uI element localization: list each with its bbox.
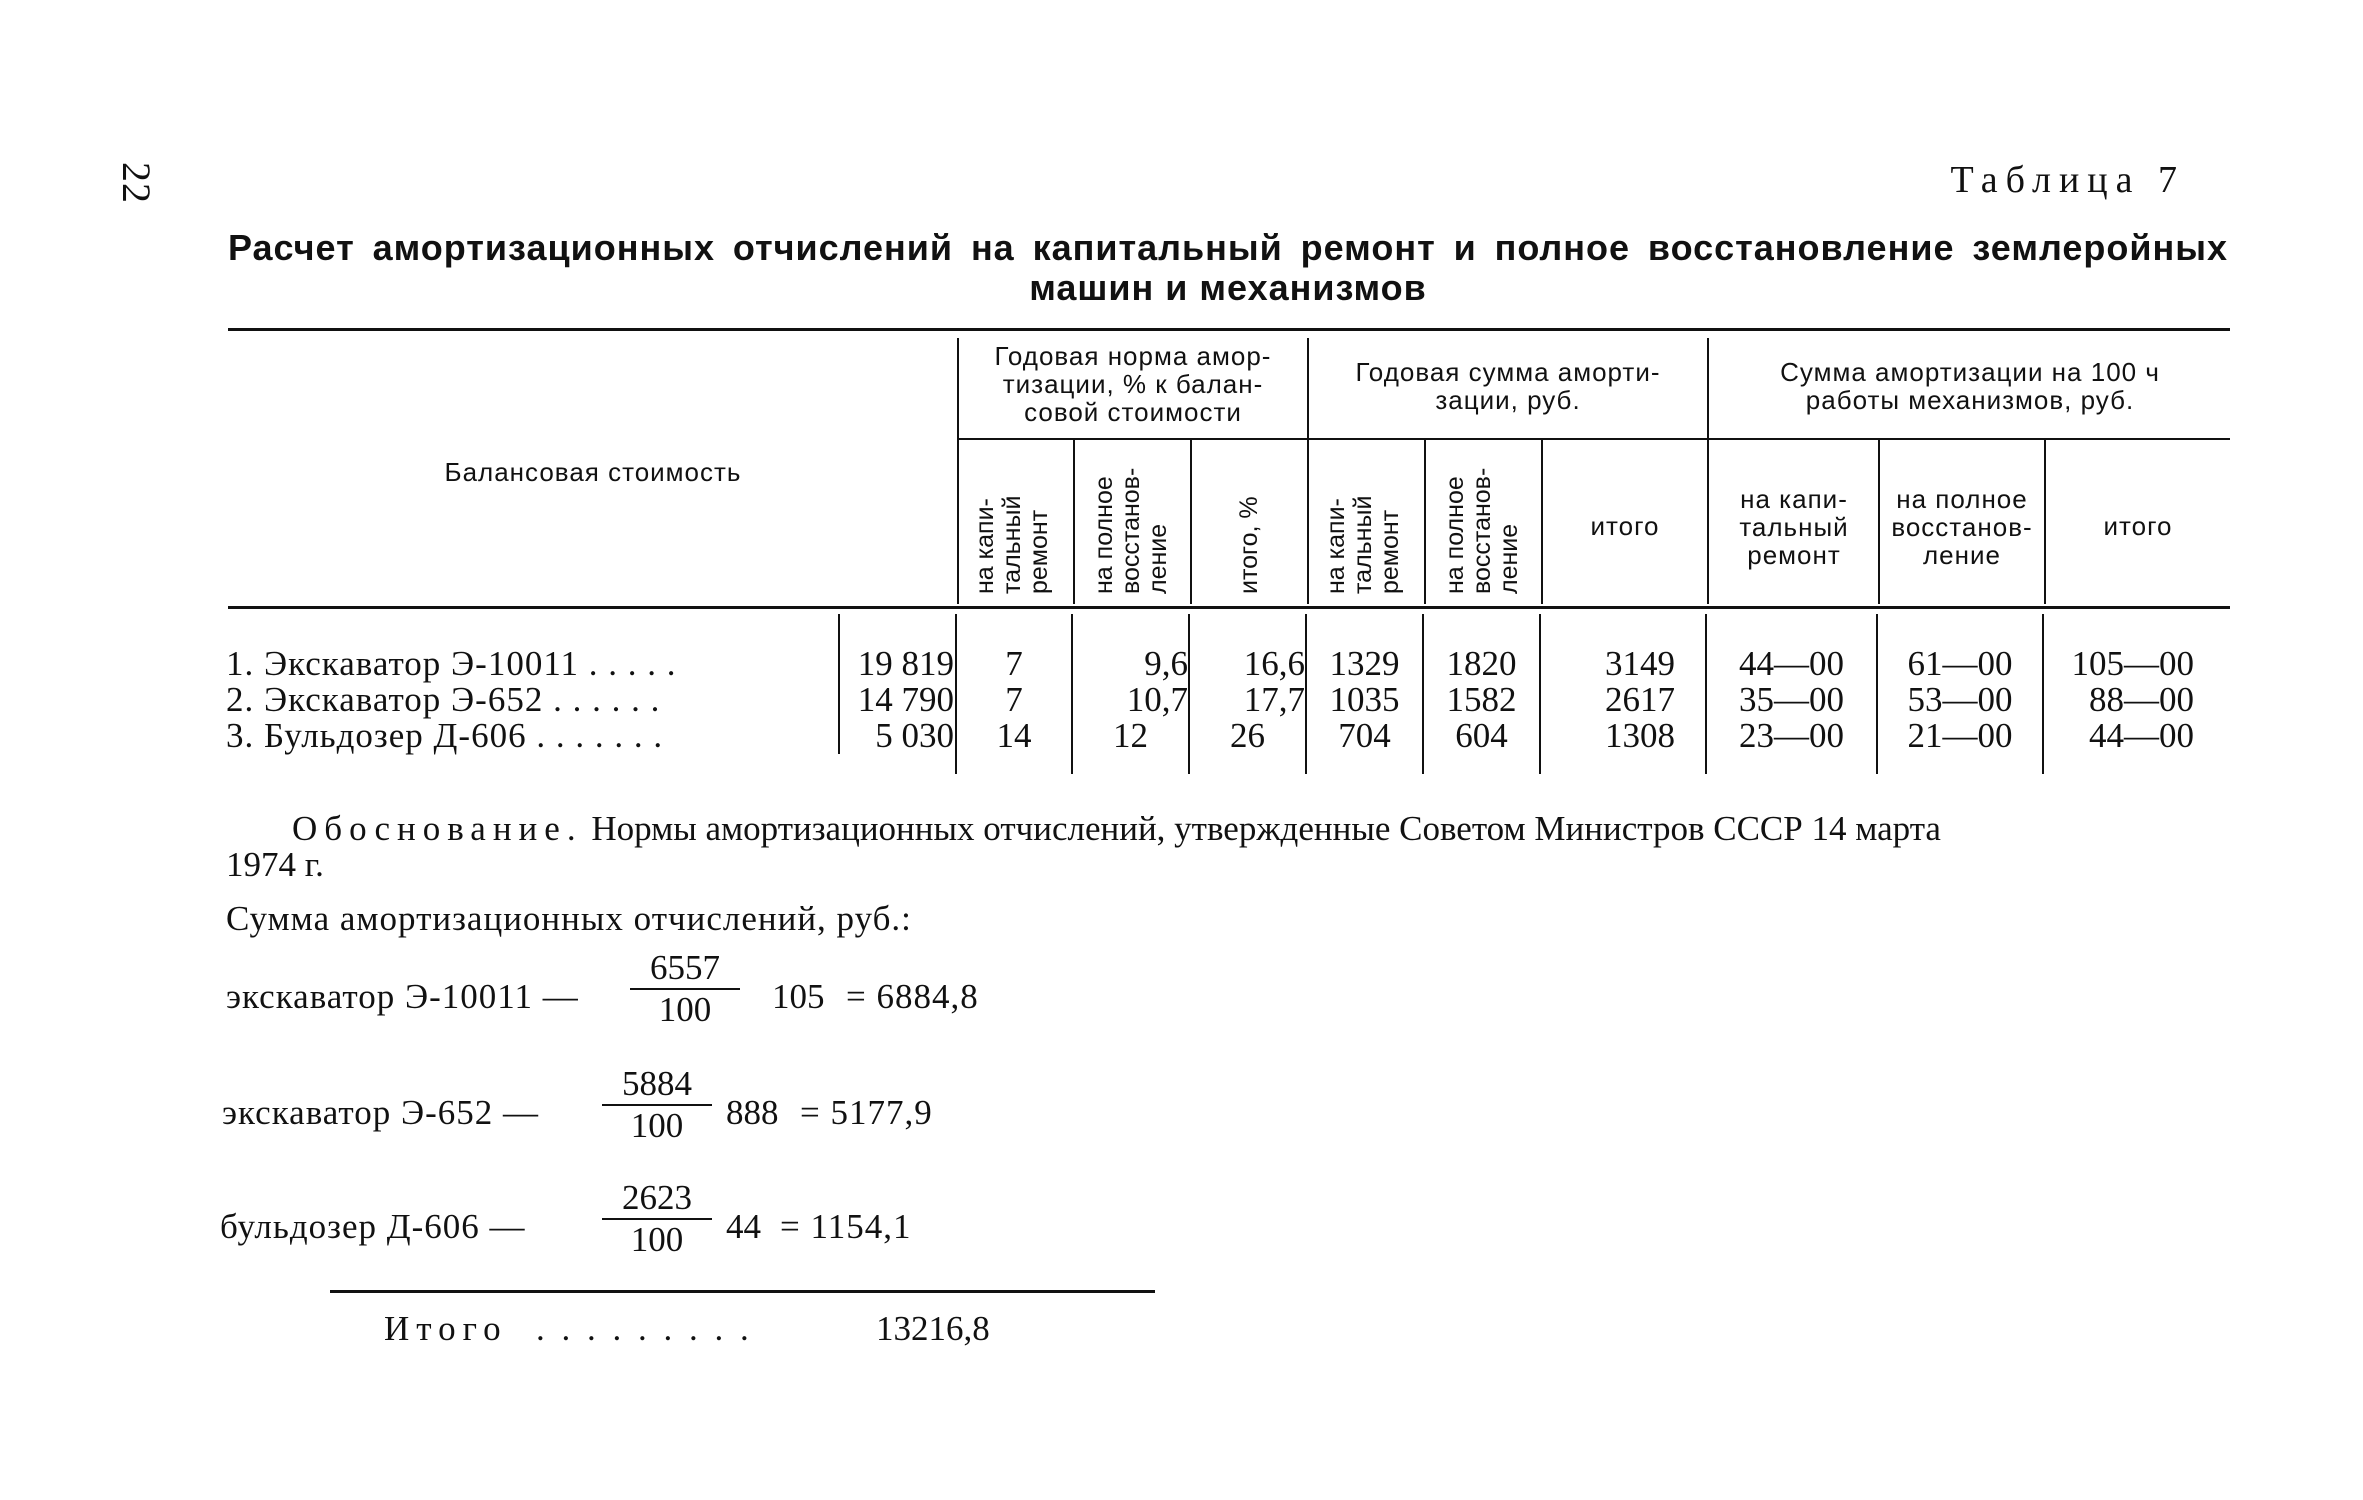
row-100h-full: 61—00 bbox=[1907, 644, 2013, 683]
row-name: 2. Экскаватор Э-652 . . . . . . bbox=[226, 680, 661, 719]
row-sum-full: 1582 bbox=[1446, 680, 1517, 719]
total-value: 13216,8 bbox=[876, 1309, 990, 1348]
table-label: Таблица 7 bbox=[1950, 159, 2185, 201]
calc-factor: 888 bbox=[726, 1093, 779, 1132]
calc-result: = 6884,8 bbox=[846, 977, 979, 1016]
calc-factor: 44 bbox=[726, 1207, 761, 1246]
header-group-sum: Годовая сумма аморти- зации, руб. bbox=[1355, 357, 1661, 415]
calc-numerator: 2623 bbox=[602, 1178, 712, 1220]
calc-fraction bbox=[602, 1178, 712, 1260]
hdr-sep-3 bbox=[1190, 440, 1192, 604]
total-dots: . . . . . . . . . bbox=[536, 1309, 753, 1348]
calc-result: = 1154,1 bbox=[780, 1207, 912, 1246]
page-number: 22 bbox=[114, 162, 159, 204]
title-line-1: Расчет амортизационных отчислений на капитальный ремонт и полное восстановление землеройных bbox=[228, 227, 2228, 268]
row-100h-cap: 35—00 bbox=[1739, 680, 1844, 719]
row-balance: 19 819 bbox=[857, 644, 954, 683]
row-sum-cap: 704 bbox=[1338, 716, 1391, 755]
hdr-sep-2 bbox=[1073, 440, 1075, 604]
row-100h-total: 88—00 bbox=[2089, 680, 2194, 719]
basis-text: Нормы амортизационных отчислений, утвержденные Советом Министров СССР 14 марта bbox=[591, 809, 1941, 848]
row-norm-cap: 7 bbox=[1005, 680, 1023, 719]
calc-denominator: 100 bbox=[630, 1106, 684, 1145]
body-sep-0 bbox=[838, 614, 840, 754]
row-norm-cap: 7 bbox=[1005, 644, 1023, 683]
total-label: Итого bbox=[384, 1309, 508, 1348]
calc-fraction bbox=[630, 948, 740, 1030]
calc-fraction bbox=[602, 1064, 712, 1146]
row-balance: 5 030 bbox=[875, 716, 954, 755]
row-sum-cap: 1035 bbox=[1329, 680, 1400, 719]
calc-denominator: 100 bbox=[630, 1220, 684, 1259]
row-name: 3. Бульдозер Д-606 . . . . . . . bbox=[226, 716, 664, 755]
hdr-sep-7 bbox=[1707, 338, 1709, 604]
row-sum-full: 604 bbox=[1455, 716, 1508, 755]
header-norm-cap: на капи- тальный ремонт bbox=[971, 495, 1053, 594]
row-norm-total: 16,6 bbox=[1243, 644, 1305, 683]
header-norm-full: на полное восстанов- ление bbox=[1090, 467, 1172, 594]
row-sum-cap: 1329 bbox=[1329, 644, 1400, 683]
calc-label: экскаватор Э-10011 — bbox=[226, 977, 579, 1016]
header-100h-total: итого bbox=[2103, 511, 2173, 541]
calc-label: бульдозер Д-606 — bbox=[220, 1207, 526, 1246]
total-rule bbox=[330, 1290, 1155, 1293]
header-group-norm: Годовая норма амор- тизации, % к балан- совой стоимости bbox=[994, 341, 1272, 427]
row-norm-full: 9,6 bbox=[1144, 644, 1188, 683]
row-100h-total: 44—00 bbox=[2089, 716, 2194, 755]
row-balance: 14 790 bbox=[857, 680, 954, 719]
header-100h-full: на полное восстанов- ление bbox=[1891, 484, 2033, 570]
hdr-sep-4 bbox=[1307, 338, 1309, 604]
hdr-sep-6 bbox=[1541, 440, 1543, 604]
row-norm-cap: 14 bbox=[996, 716, 1032, 755]
calc-denominator: 100 bbox=[658, 990, 712, 1029]
row-100h-cap: 23—00 bbox=[1739, 716, 1844, 755]
row-norm-full: 12 bbox=[1113, 716, 1148, 755]
header-sum-cap: на капи- тальный ремонт bbox=[1322, 495, 1404, 594]
row-100h-total: 105—00 bbox=[2071, 644, 2194, 683]
row-sum-total: 1308 bbox=[1605, 716, 1675, 755]
sum-title: Сумма амортизационных отчислений, руб.: bbox=[226, 899, 912, 938]
row-norm-total: 17,7 bbox=[1243, 680, 1305, 719]
header-sum-full: на полное восстанов- ление bbox=[1441, 467, 1523, 594]
header-100h-cap: на капи- тальный ремонт bbox=[1739, 484, 1849, 570]
basis-paragraph bbox=[292, 810, 1941, 848]
row-100h-full: 53—00 bbox=[1907, 680, 2013, 719]
row-100h-full: 21—00 bbox=[1907, 716, 2013, 755]
row-sum-total: 2617 bbox=[1605, 680, 1675, 719]
calc-label: экскаватор Э-652 — bbox=[222, 1093, 539, 1132]
header-bottom-rule bbox=[228, 606, 2230, 609]
basis-year: 1974 г. bbox=[226, 845, 324, 884]
calc-factor: 105 bbox=[772, 977, 825, 1016]
header-balance: Балансовая стоимость bbox=[444, 457, 742, 487]
row-100h-cap: 44—00 bbox=[1739, 644, 1844, 683]
calc-numerator: 6557 bbox=[630, 948, 740, 990]
header-group-100h: Сумма амортизации на 100 ч работы механизмов, руб. bbox=[1780, 357, 2160, 415]
calc-result: = 5177,9 bbox=[800, 1093, 933, 1132]
table-title bbox=[228, 228, 2228, 308]
calc-numerator: 5884 bbox=[602, 1064, 712, 1106]
hdr-sep-5 bbox=[1424, 440, 1426, 604]
row-sum-total: 3149 bbox=[1605, 644, 1675, 683]
row-name: 1. Экскаватор Э-10011 . . . . . bbox=[226, 644, 677, 683]
title-line-2: машин и механизмов bbox=[1029, 267, 1427, 308]
row-norm-full: 10,7 bbox=[1126, 680, 1188, 719]
subheader-rule bbox=[958, 438, 2230, 440]
header-norm-total: итого, % bbox=[1235, 496, 1263, 594]
basis-label: Обоснование. bbox=[292, 809, 583, 848]
row-sum-full: 1820 bbox=[1446, 644, 1517, 683]
row-norm-total: 26 bbox=[1230, 716, 1265, 755]
table-top-rule bbox=[228, 328, 2230, 331]
header-sum-total: итого bbox=[1590, 511, 1660, 541]
